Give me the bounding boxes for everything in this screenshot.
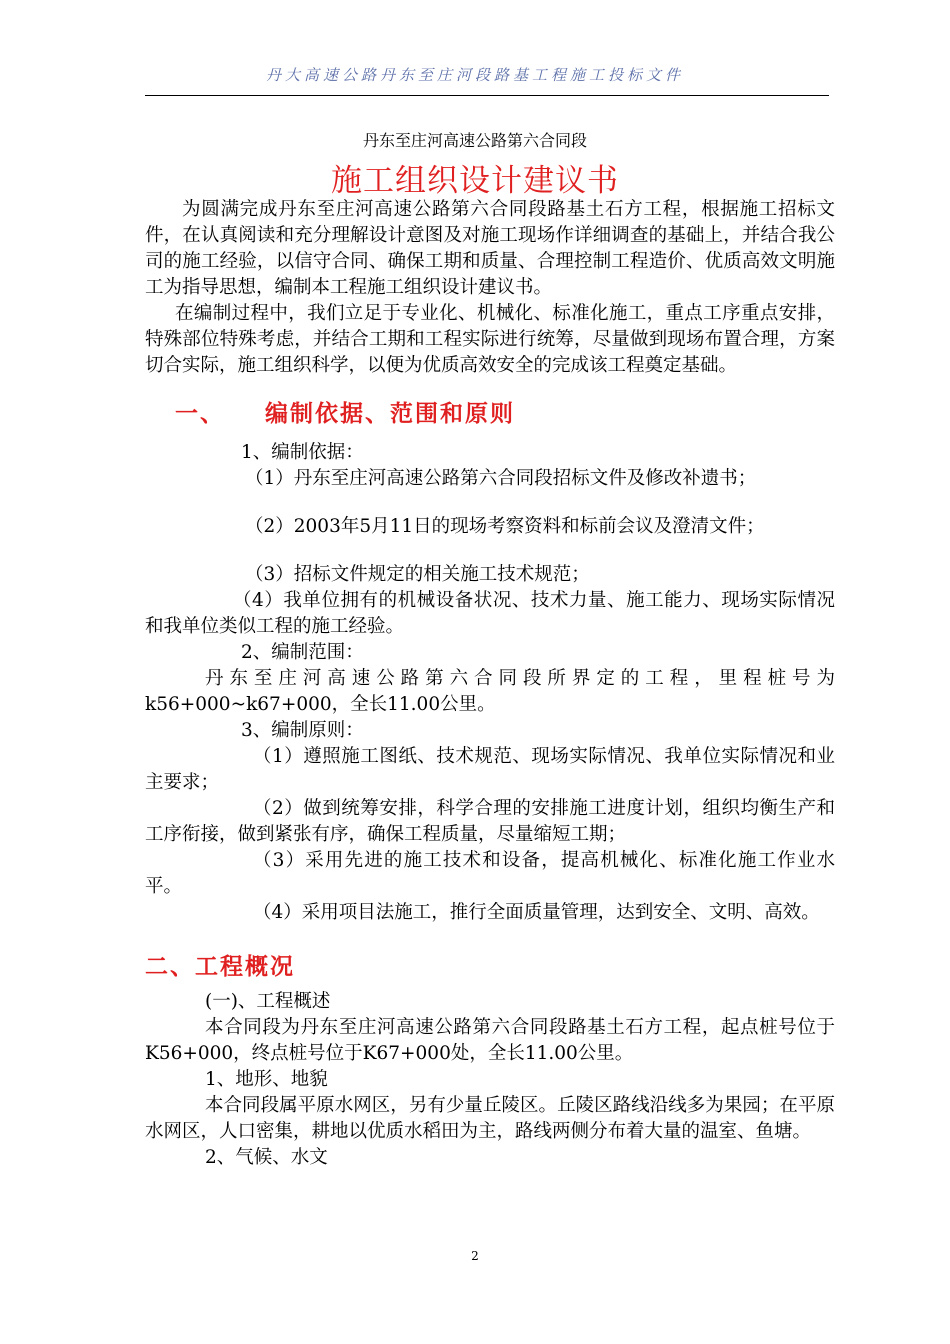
climate-label: 2、气候、水文	[205, 1147, 328, 1168]
intro-paragraph: 在编制过程中，我们立足于专业化、机械化、标准化施工，重点工序重点安排，特殊部位特殊考虑，并结合工期和工程实际进行统筹，尽量做到现场布置合理，方案切合实际，施工组织科学，以便为优质高效安全的完成该工程奠定基础。	[145, 303, 835, 376]
intro-paragraph: 为圆满完成丹东至庄河高速公路第六合同段路基土石方工程，根据施工招标文件，在认真阅读和充分理解设计意图及对施工现场作详细调查的基础上，并结合我公司的施工经验，以信守合同、确保工期和质量、合理控制工程造价、优质高效文明施工为指导思想，编制本工程施工组织设计建议书。	[145, 199, 835, 298]
list-item: （4）采用项目法施工，推行全面质量管理，达到安全、文明、高效。	[253, 902, 820, 923]
list-item: （3）采用先进的施工技术和设备，提高机械化、标准化施工作业水平。	[145, 850, 835, 897]
document-title: 施工组织设计建议书	[331, 163, 619, 199]
list-item: （4）我单位拥有的机械设备状况、技术力量、施工能力、现场实际情况和我单位类似工程的施工经验。	[145, 590, 835, 637]
list-item: （2）做到统筹安排，科学合理的安排施工进度计划，组织均衡生产和工序衔接，做到紧张有序，确保工程质量，尽量缩短工期；	[145, 798, 835, 845]
page-number: 2	[471, 1249, 479, 1263]
document-subtitle: 丹东至庄河高速公路第六合同段	[362, 131, 587, 150]
section-heading: 一、 编制依据、范围和原则	[175, 401, 516, 427]
scope-label: 2、编制范围：	[241, 642, 364, 663]
section-heading: 二、工程概况	[145, 954, 295, 980]
header-rule	[145, 95, 829, 96]
list-item: （2）2003年5月11日的现场考察资料和标前会议及澄清文件；	[245, 516, 765, 537]
overview-text: 本合同段为丹东至庄河高速公路第六合同段路基土石方工程，起点桩号位于K56+000，终点桩号位于K67+000处，全长11.00公里。	[145, 1017, 835, 1064]
terrain-text: 本合同段属平原水网区，另有少量丘陵区。丘陵区路线沿线多为果园；在平原水网区，人口密集，耕地以优质水稻田为主，路线两侧分布着大量的温室、鱼塘。	[145, 1095, 835, 1142]
basis-label: 1、编制依据：	[241, 442, 364, 463]
running-header: 丹大高速公路丹东至庄河段路基工程施工投标文件	[265, 66, 684, 84]
terrain-label: 1、地形、地貌	[205, 1069, 328, 1090]
principle-label: 3、编制原则：	[241, 720, 364, 741]
list-item: （1）遵照施工图纸、技术规范、现场实际情况、我单位实际情况和业主要求；	[145, 746, 835, 793]
list-item: （3）招标文件规定的相关施工技术规范；	[245, 564, 590, 585]
scope-text: 丹东至庄河高速公路第六合同段所界定的工程，里程桩号为k56+000~k67+000，全长11.00公里。	[145, 668, 835, 715]
document-body	[145, 197, 835, 1171]
overview-label: (一)、工程概述	[205, 991, 331, 1012]
list-item: （1）丹东至庄河高速公路第六合同段招标文件及修改补遗书；	[245, 468, 757, 489]
